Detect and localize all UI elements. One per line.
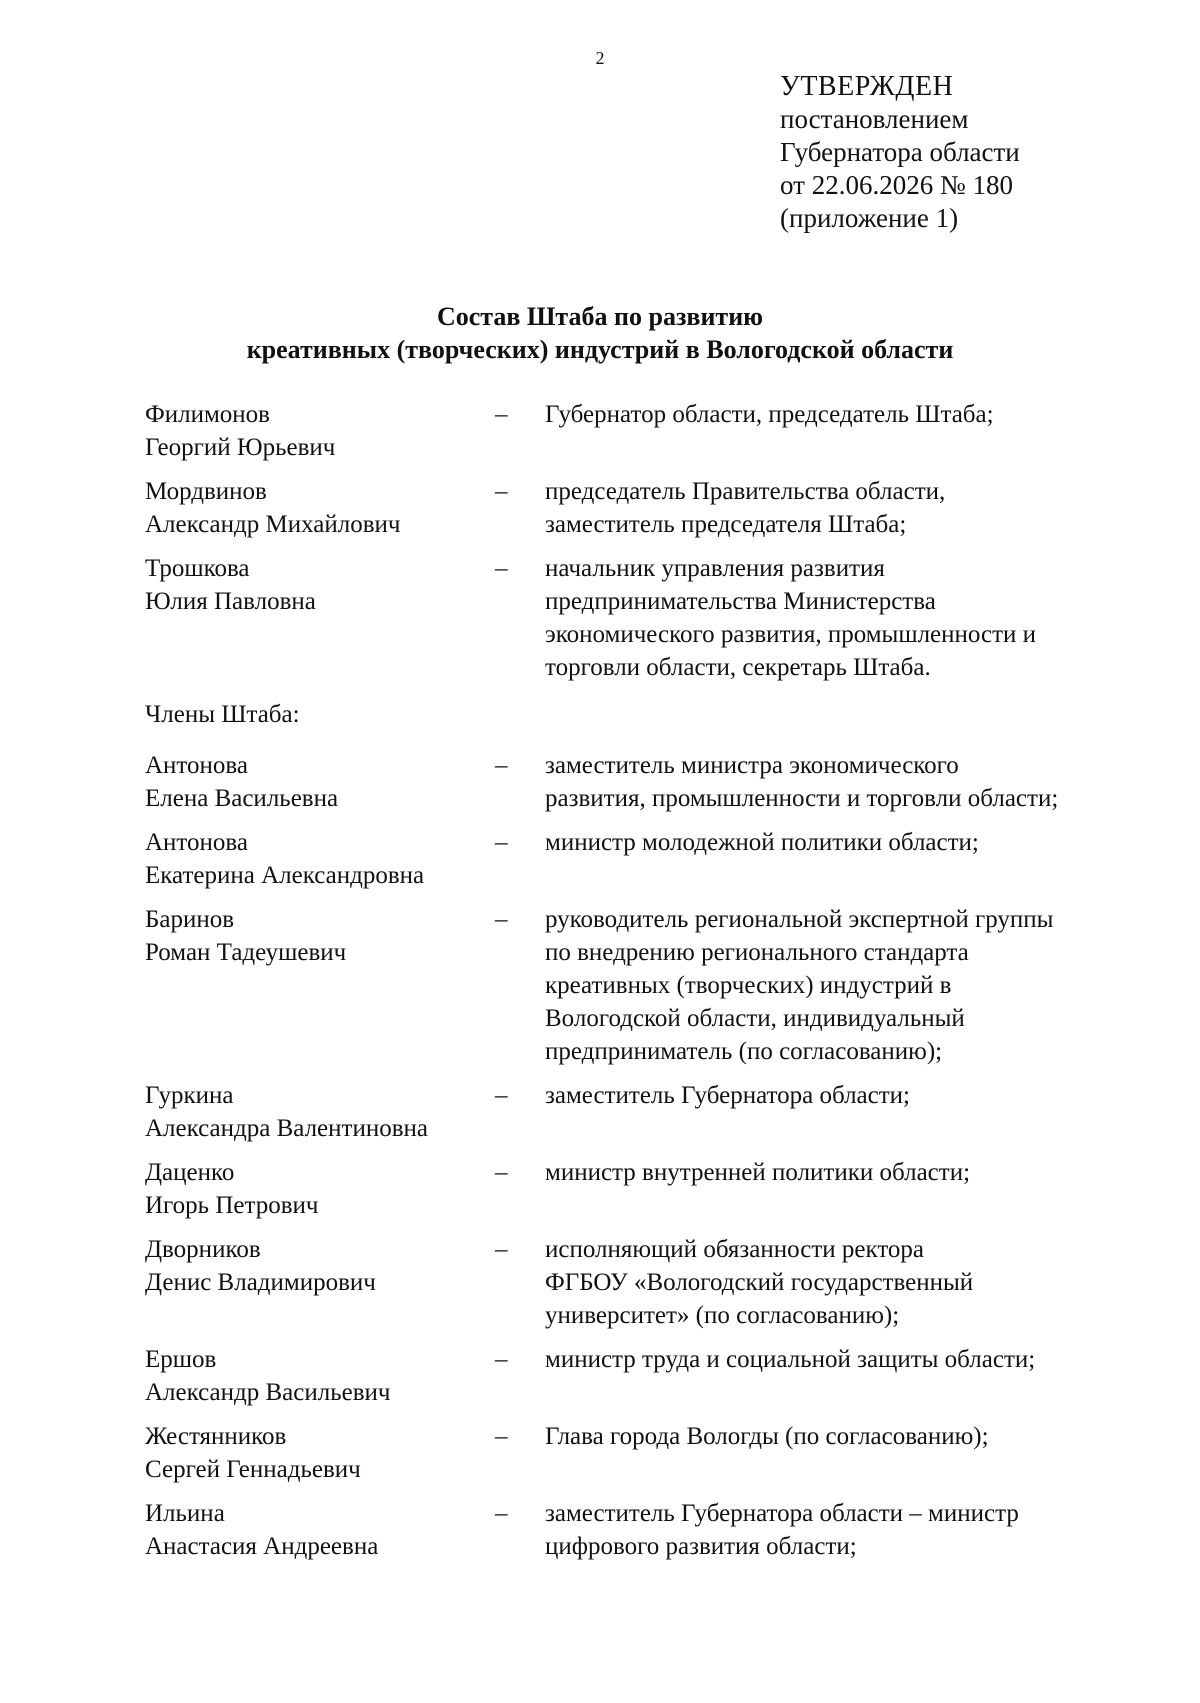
member-row [145, 1420, 1145, 1486]
member-role [545, 1156, 1145, 1222]
member-row [145, 552, 1145, 684]
role-line: министр молодежной политики области; [545, 829, 979, 856]
member-name [145, 826, 495, 892]
member-name [145, 903, 495, 1068]
dash-separator: – [495, 1159, 508, 1186]
member-role [545, 552, 1145, 684]
member-role [545, 1233, 1145, 1332]
member-row [145, 475, 1145, 541]
member-role [545, 1420, 1145, 1486]
dash-separator: – [495, 555, 508, 582]
member-surname: Гуркина [145, 1082, 234, 1109]
member-list [145, 398, 1145, 1574]
member-row [145, 826, 1145, 892]
member-given-names: Сергей Геннадьевич [145, 1456, 361, 1483]
dash-separator: – [495, 829, 508, 856]
role-line: развития, промышленности и торговли области; [545, 785, 1059, 812]
member-surname: Дворников [145, 1236, 261, 1263]
member-surname: Баринов [145, 906, 235, 933]
member-surname: Жестянников [145, 1423, 287, 1450]
member-given-names: Екатерина Александровна [145, 862, 425, 889]
members-heading: Члены Штаба: [145, 701, 300, 728]
member-name [145, 1233, 495, 1332]
role-line: цифрового развития области; [545, 1533, 857, 1560]
member-row [145, 398, 1145, 464]
member-role [545, 398, 1145, 464]
member-surname: Филимонов [145, 401, 270, 428]
member-surname: Даценко [145, 1159, 235, 1186]
role-line: министр внутренней политики области; [545, 1159, 971, 1186]
member-given-names: Роман Тадеушевич [145, 939, 347, 966]
member-given-names: Юлия Павловна [145, 588, 316, 615]
member-given-names: Анастасия Андреевна [145, 1533, 379, 1560]
role-line: заместитель председателя Штаба; [545, 511, 907, 538]
approval-stamp [780, 70, 1020, 235]
role-line: экономического развития, промышленности и [545, 621, 1037, 648]
dash-separator: – [495, 1236, 508, 1263]
member-given-names: Александр Васильевич [145, 1379, 391, 1406]
member-name [145, 749, 495, 815]
document-title [0, 300, 1200, 366]
member-row [145, 1233, 1145, 1332]
role-line: заместитель министра экономического [545, 752, 959, 779]
dash-separator: – [495, 752, 508, 779]
member-given-names: Александр Михайлович [145, 511, 401, 538]
role-line: заместитель Губернатора области; [545, 1082, 911, 1109]
member-role [545, 1079, 1145, 1145]
member-surname: Ильина [145, 1500, 225, 1527]
approval-line-3: от 22.06.2026 № 180 [780, 170, 1013, 200]
member-surname: Трошкова [145, 555, 250, 582]
member-role [545, 903, 1145, 1068]
dash-separator: – [495, 1423, 508, 1450]
role-line: Губернатор области, председатель Штаба; [545, 401, 994, 428]
member-surname: Ершов [145, 1346, 217, 1373]
member-name [145, 1343, 495, 1409]
role-line: торговли области, секретарь Штаба. [545, 654, 931, 681]
approval-line-1: постановлением [780, 104, 969, 134]
member-surname: Мордвинов [145, 478, 267, 505]
title-line-1: Состав Штаба по развитию [436, 302, 764, 331]
member-row [145, 1343, 1145, 1409]
role-line: исполняющий обязанности ректора [545, 1236, 925, 1263]
role-line: Вологодской области, индивидуальный [545, 1005, 965, 1032]
member-row [145, 1156, 1145, 1222]
member-given-names: Елена Васильевна [145, 785, 339, 812]
role-line: предпринимательства Министерства [545, 588, 936, 615]
member-role [545, 826, 1145, 892]
role-line: руководитель региональной экспертной группы [545, 906, 1054, 933]
dash-separator: – [495, 478, 508, 505]
member-given-names: Денис Владимирович [145, 1269, 376, 1296]
dash-separator: – [495, 1082, 508, 1109]
role-line: заместитель Губернатора области – министр [545, 1500, 1019, 1527]
member-given-names: Александра Валентиновна [145, 1115, 428, 1142]
member-role [545, 1343, 1145, 1409]
role-line: по внедрению регионального стандарта [545, 939, 969, 966]
role-line: министр труда и социальной защиты области; [545, 1346, 1036, 1373]
dash-separator: – [495, 906, 508, 933]
member-name [145, 398, 495, 464]
approval-heading: УТВЕРЖДЕН [780, 71, 954, 102]
title-line-2: креативных (творческих) индустрий в Вологодской области [246, 335, 954, 364]
member-name [145, 1156, 495, 1222]
member-row [145, 1079, 1145, 1145]
member-row [145, 1497, 1145, 1563]
approval-line-4: (приложение 1) [780, 203, 959, 233]
member-role [545, 1497, 1145, 1563]
role-line: университет» (по согласованию); [545, 1302, 900, 1329]
role-line: предприниматель (по согласованию); [545, 1038, 943, 1065]
member-surname: Антонова [145, 752, 248, 779]
member-name [145, 1079, 495, 1145]
approval-line-2: Губернатора области [780, 137, 1020, 167]
member-name [145, 552, 495, 684]
member-row [145, 903, 1145, 1068]
member-name [145, 1497, 495, 1563]
member-given-names: Игорь Петрович [145, 1192, 319, 1219]
role-line: ФГБОУ «Вологодский государственный [545, 1269, 974, 1296]
role-line: председатель Правительства области, [545, 478, 946, 505]
role-line: Глава города Вологды (по согласованию); [545, 1423, 989, 1450]
member-role [545, 749, 1145, 815]
page-number: 2 [595, 48, 605, 68]
member-row [145, 749, 1145, 815]
member-role [545, 475, 1145, 541]
dash-separator: – [495, 401, 508, 428]
dash-separator: – [495, 1500, 508, 1527]
member-name [145, 475, 495, 541]
member-name [145, 1420, 495, 1486]
role-line: начальник управления развития [545, 555, 885, 582]
member-given-names: Георгий Юрьевич [145, 434, 336, 461]
member-surname: Антонова [145, 829, 248, 856]
role-line: креативных (творческих) индустрий в [545, 972, 952, 999]
dash-separator: – [495, 1346, 508, 1373]
